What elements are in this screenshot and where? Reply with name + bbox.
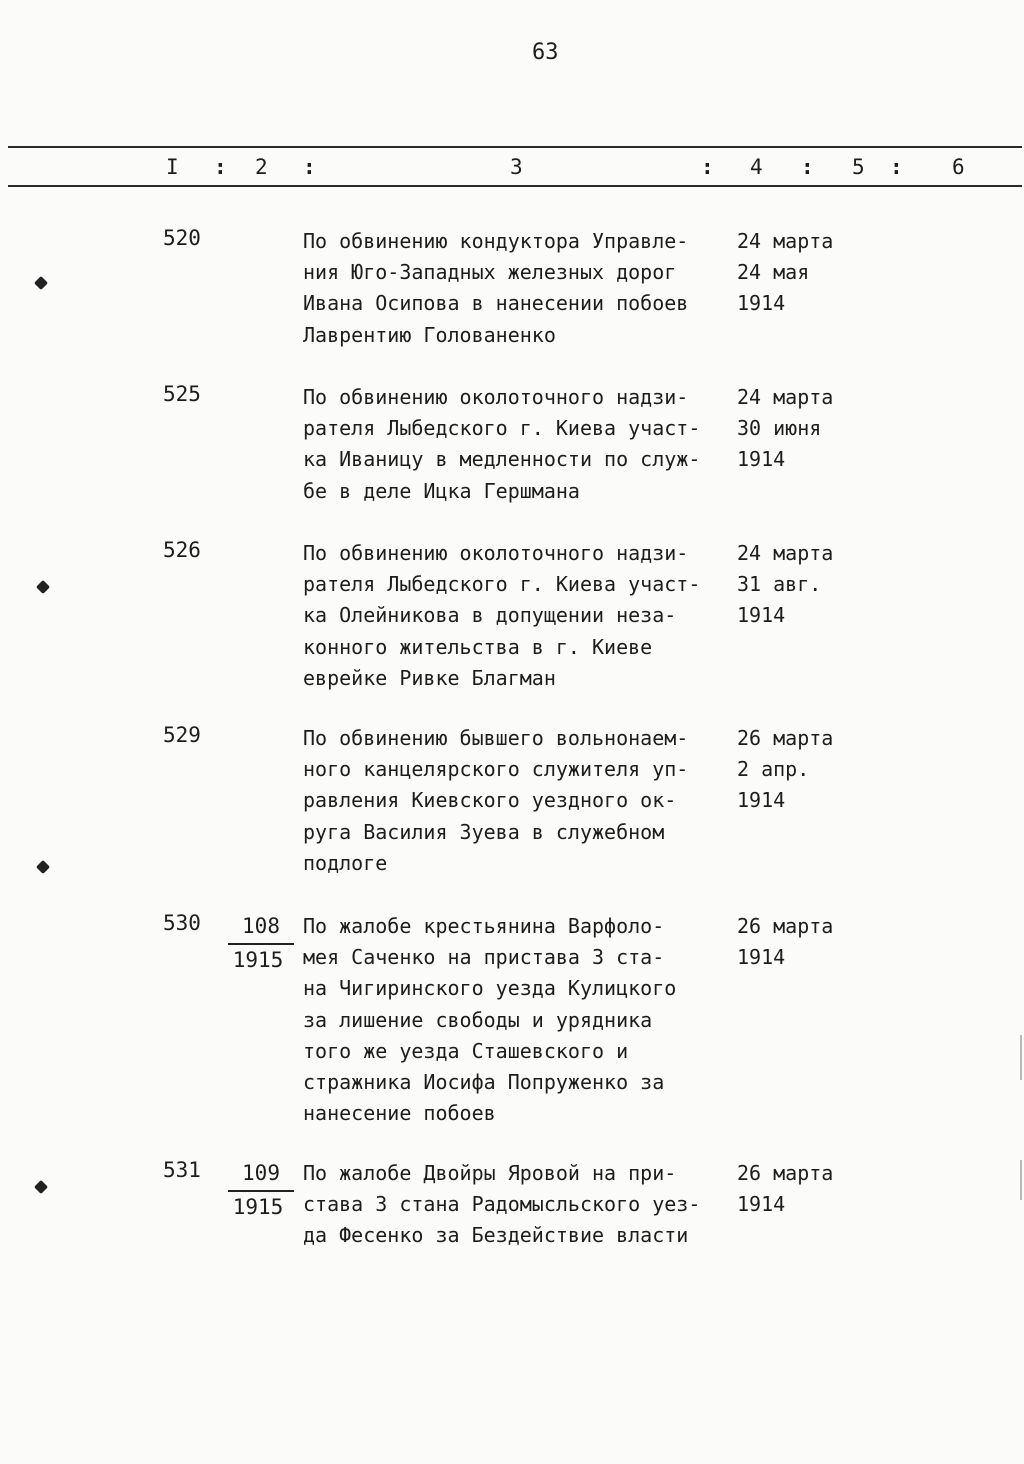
column-separator: : xyxy=(701,155,714,179)
case-description: По обвинению околоточного надзи- рателя Лыбедского г. Киева участ- ка Иваницу в медленности по служ- бе в деле Ицка Гершмана xyxy=(303,385,701,503)
case-number: 530 xyxy=(163,911,201,935)
column-header-5: 5 xyxy=(852,155,865,179)
header-top-rule xyxy=(8,146,1022,148)
binding-hole-mark xyxy=(36,860,50,874)
page-number: 63 xyxy=(532,40,559,65)
column-separator: : xyxy=(303,155,316,179)
case-dates: 26 марта 1914 xyxy=(737,914,834,970)
binding-hole-mark xyxy=(36,580,50,594)
reference-number: 108 xyxy=(228,911,294,945)
reference-year: 1915 xyxy=(232,1195,284,1219)
scan-edge-artifact xyxy=(1020,1160,1022,1200)
scan-edge-artifact xyxy=(1020,1035,1022,1080)
column-separator: : xyxy=(214,155,227,179)
case-dates: 24 марта 31 авг. 1914 xyxy=(737,541,834,628)
archive-reference xyxy=(222,911,294,976)
case-number: 529 xyxy=(163,723,201,747)
reference-year: 1915 xyxy=(232,948,284,972)
column-header-3: 3 xyxy=(510,155,523,179)
case-number: 520 xyxy=(163,226,201,250)
reference-number: 109 xyxy=(228,1158,294,1192)
case-dates: 26 марта 1914 xyxy=(737,1161,834,1217)
case-description: По жалобе крестьянина Варфоло- мея Саченко на пристава 3 ста- на Чигиринского уезда Кулицкого за лишение свободы и урядника того же уезда Сташевского и стражника Иосифа Попруженко за нанесение побоев xyxy=(303,914,677,1126)
case-description: По обвинению кондуктора Управле- ния Юго-Западных железных дорог Ивана Осипова в нанесении побоев Лаврентию Голованенко xyxy=(303,229,689,347)
column-separator: : xyxy=(890,155,903,179)
archive-reference xyxy=(222,1158,294,1223)
case-description: По жалобе Двойры Яровой на при- става 3 стана Радомысльского уез- да Фесенко за Бездействие власти xyxy=(303,1161,701,1248)
binding-hole-mark xyxy=(34,1180,48,1194)
case-number: 525 xyxy=(163,382,201,406)
column-header-2: 2 xyxy=(255,155,268,179)
case-description: По обвинению бывшего вольнонаем- ного канцелярского служителя уп- равления Киевского уездного ок- руга Василия Зуева в служебном подлоге xyxy=(303,726,689,875)
case-dates: 26 марта 2 апр. 1914 xyxy=(737,726,834,813)
column-header-1: I xyxy=(166,155,179,179)
case-number: 531 xyxy=(163,1158,201,1182)
case-dates: 24 марта 24 мая 1914 xyxy=(737,229,834,316)
case-number: 526 xyxy=(163,538,201,562)
header-bottom-rule xyxy=(8,185,1022,187)
case-dates: 24 марта 30 июня 1914 xyxy=(737,385,834,472)
column-header-4: 4 xyxy=(750,155,763,179)
case-description: По обвинению околоточного надзи- рателя Лыбедского г. Киева участ- ка Олейникова в допущении неза- конного жительства в г. Киеве еврейке Ривке Благман xyxy=(303,541,701,690)
column-separator: : xyxy=(801,155,814,179)
binding-hole-mark xyxy=(34,276,48,290)
column-header-6: 6 xyxy=(952,155,965,179)
